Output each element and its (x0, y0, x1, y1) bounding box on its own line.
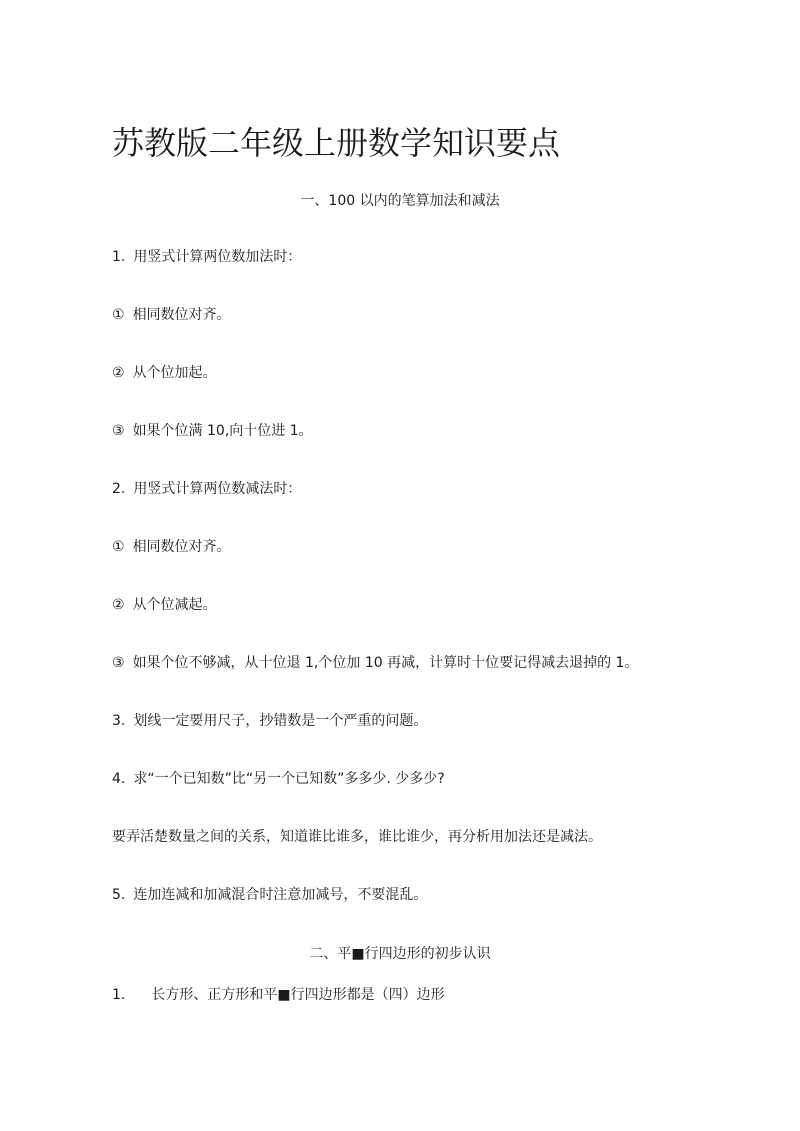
list-item (112, 479, 301, 499)
list-item (112, 885, 427, 905)
item-text: 用竖式计算两位数加法时： (133, 249, 302, 265)
item-text: 从个位减起。 (132, 597, 217, 613)
item-marker: ③ (112, 655, 125, 671)
item-text: 从个位加起。 (132, 365, 217, 381)
item-text: 长方形、正方形和平■行四边形都是（四）边形 (151, 987, 445, 1003)
item-marker: 5. (112, 887, 126, 903)
item-marker: 2. (112, 481, 126, 497)
list-item (112, 247, 301, 267)
item-marker: ① (112, 307, 125, 323)
item-text: 要弄活楚数量之间的关系，知道谁比谁多，谁比谁少，再分析用加法还是减法。 (112, 829, 602, 845)
list-item (112, 421, 313, 441)
item-text: 如果个位满 10,向十位进 1。 (132, 423, 313, 439)
document-title: 苏教版二年级上册数学知识要点 (112, 124, 561, 162)
item-marker: 1. (112, 987, 126, 1003)
item-marker: 3. (112, 713, 126, 729)
item-text: 求“一个已知数”比“另一个已知数”多多少. 少多少? (133, 771, 445, 787)
list-item (112, 769, 445, 789)
list-item (112, 985, 445, 1005)
item-marker: ② (112, 365, 125, 381)
list-item (112, 537, 231, 557)
item-marker: ③ (112, 423, 125, 439)
list-item (112, 305, 231, 325)
item-text: 用竖式计算两位数减法时： (133, 481, 302, 497)
list-item (112, 363, 217, 383)
item-text: 相同数位对齐。 (132, 539, 231, 555)
item-marker: ① (112, 539, 125, 555)
item-text: 连加连减和加减混合时注意加减号，不要混乱。 (133, 887, 428, 903)
section-heading-parallelogram: 二、平■行四边形的初步认识 (309, 946, 491, 962)
item-text: 如果个位不够减，从十位退 1,个位加 10 再减，计算时十位要记得减去退掉的 1。 (132, 655, 639, 671)
list-item (112, 711, 427, 731)
list-item (112, 595, 217, 615)
item-text: 相同数位对齐。 (132, 307, 231, 323)
section-heading-addition-subtraction: 一、100 以内的笔算加法和减法 (300, 193, 500, 209)
item-marker: 1. (112, 249, 126, 265)
item-text: 划线一定要用尺子，抄错数是一个严重的问题。 (133, 713, 428, 729)
list-item (112, 653, 638, 673)
item-marker: ② (112, 597, 125, 613)
paragraph (112, 827, 602, 847)
item-marker: 4. (112, 771, 126, 787)
